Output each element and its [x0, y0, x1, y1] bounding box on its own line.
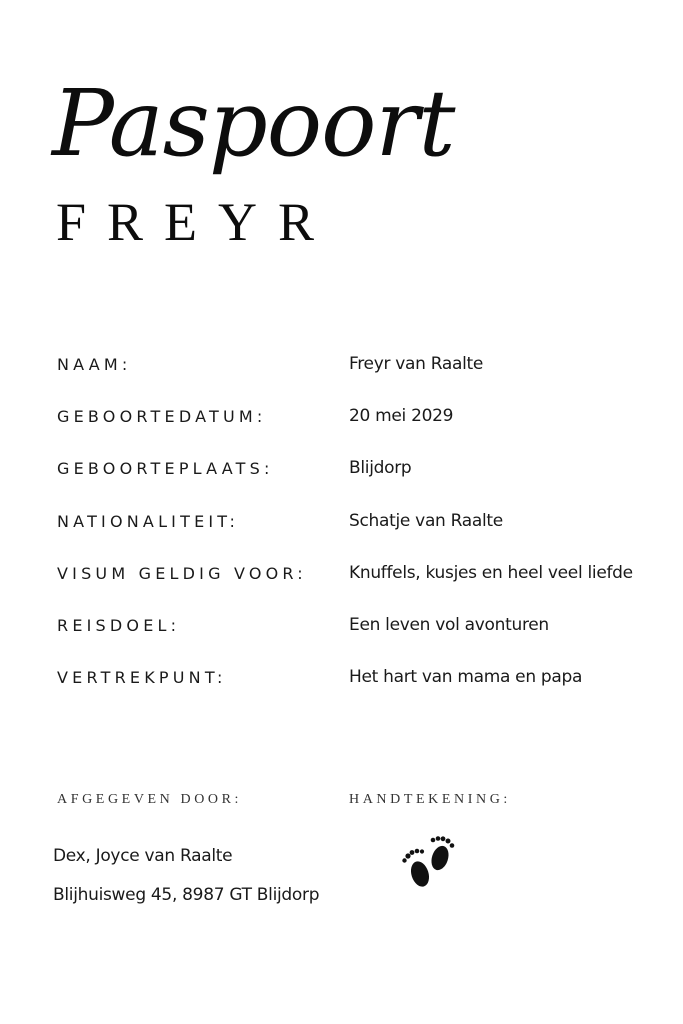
issued-by-label: AFGEGEVEN DOOR: [57, 792, 243, 807]
field-value-reisdoel: Een leven vol avonturen [349, 615, 549, 635]
signature-label: HANDTEKENING: [349, 792, 511, 807]
field-value-vertrekpunt: Het hart van mama en papa [349, 667, 583, 687]
field-label-geboortedatum: GEBOORTEDATUM: [57, 407, 267, 426]
field-label-vertrekpunt: VERTREKPUNT: [57, 668, 227, 687]
issuer-names: Dex, Joyce van Raalte [53, 846, 233, 866]
field-label-naam: NAAM: [57, 355, 132, 374]
field-label-geboorteplaats: GEBOORTEPLAATS: [57, 459, 274, 478]
field-label-nationaliteit: NATIONALITEIT: [57, 512, 240, 531]
issuer-address: Blijhuisweg 45, 8987 GT Blijdorp [53, 885, 320, 905]
field-value-geboortedatum: 20 mei 2029 [349, 406, 454, 426]
child-name-heading: FREYR [56, 192, 336, 252]
field-label-visum: VISUM GELDIG VOOR: [57, 564, 307, 583]
page-title: Paspoort [52, 70, 455, 177]
field-value-nationaliteit: Schatje van Raalte [349, 511, 503, 531]
field-value-visum: Knuffels, kusjes en heel veel liefde [349, 563, 633, 583]
field-label-reisdoel: REISDOEL: [57, 616, 181, 635]
field-value-geboorteplaats: Blijdorp [349, 458, 412, 478]
field-value-naam: Freyr van Raalte [349, 354, 484, 374]
baby-footprints-icon [402, 834, 460, 894]
